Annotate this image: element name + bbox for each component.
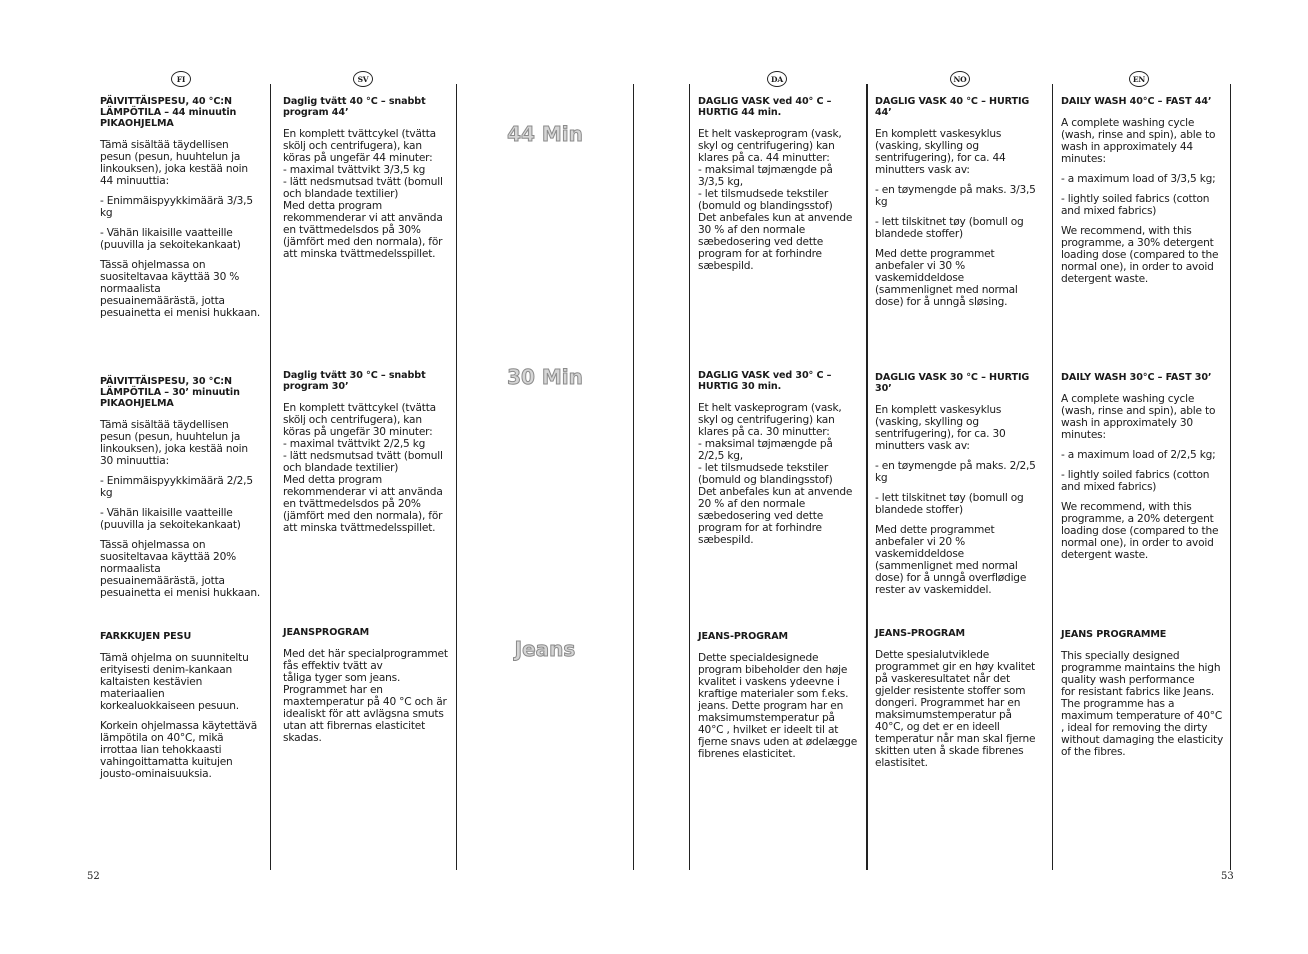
column-divider — [1230, 84, 1231, 870]
paragraph: En komplett vaskesyklus (vasking, skylling og sentrifugering), for ca. 30 minutters vask av: — [875, 404, 1006, 452]
section-title: JEANS PROGRAMME — [1061, 629, 1167, 640]
page-number-right: 53 — [1221, 871, 1234, 882]
en-section-30 — [1061, 372, 1223, 569]
paragraph: A complete washing cycle (wash, rinse and spin), able to wash in approximately 30 minutes: — [1061, 393, 1216, 441]
paragraph: This specially designed programme maintains the high quality wash performance for resistant fabrics like Jeans. The programme has a maximum temperature of 40°C , ideal for removing the dirty without damaging the elasticity of the fibres. — [1061, 650, 1224, 758]
section-title: JEANS-PROGRAM — [698, 631, 788, 642]
fi-section-44 — [100, 96, 262, 327]
sv-section-jeans — [283, 627, 448, 752]
paragraph: Et helt vaskeprogram (vask, skyl og centrifugering) kan klares på ca. 44 minutter: - maksimal tøjmængde på 3/3,5 kg, - let tilsmudsede tekstiler (bomuld og blandingsstof) Det anbefales kun at anvende 30 % af den normale sæbedosering ved dette program for at forhindre sæbespild. — [698, 128, 853, 272]
paragraph: Dette spesialutviklede programmet gir en høy kvalitet på vaskeresultatet når det gjelder resistente stoffer som dongeri. Programmet har en maksimumstemperatur på 40°C, og det er en ideell temperatur når man skal fjerne skitten uten å skade fibrenes elastisitet. — [875, 649, 1036, 769]
section-title: Daglig tvätt 40 °C – snabbt program 44’ — [283, 96, 426, 118]
paragraph: Tämä ohjelma on suunniteltu erityisesti denim-kankaan kaltaisten kestävien materiaalien korkealuokkaiseen pesuun. — [100, 652, 249, 712]
section-title: JEANSPROGRAM — [283, 627, 370, 638]
program-label-44-min: 44 Min — [507, 122, 583, 146]
no-section-44 — [875, 96, 1043, 316]
paragraph: We recommend, with this programme, a 20% detergent loading dose (compared to the normal one), in order to avoid detergent waste. — [1061, 501, 1219, 561]
paragraph: Tämä sisältää täydellisen pesun (pesun, huuhtelun ja linkouksen), joka kestää noin 30 minuuttia: — [100, 419, 248, 467]
language-badge-no: NO — [950, 71, 970, 87]
fi-section-30 — [100, 376, 262, 607]
no-section-30 — [875, 372, 1043, 604]
paragraph: - lightly soiled fabrics (cotton and mixed fabrics) — [1061, 469, 1210, 493]
paragraph: - Enimmäispyykkimäärä 3/3,5 kg — [100, 195, 253, 219]
da-section-44 — [698, 96, 858, 280]
paragraph: - en tøymengde på maks. 3/3,5 kg — [875, 184, 1036, 208]
section-title: DAGLIG VASK 40 °C – HURTIG 44’ — [875, 96, 1030, 118]
section-title: DAILY WASH 40°C – FAST 44’ — [1061, 96, 1212, 107]
section-title: DAGLIG VASK ved 40° C – HURTIG 44 min. — [698, 96, 832, 118]
paragraph: - en tøymengde på maks. 2/2,5 kg — [875, 460, 1036, 484]
da-section-jeans — [698, 631, 858, 768]
column-divider — [866, 84, 868, 870]
paragraph: Med dette programmet anbefaler vi 30 % vaskemiddeldose (sammenlignet med normal dose) for å unngå sløsing. — [875, 248, 1018, 308]
paragraph: En komplett vaskesyklus (vasking, skylling og sentrifugering), for ca. 44 minutters vask av: — [875, 128, 1006, 176]
section-title: FARKKUJEN PESU — [100, 631, 192, 642]
section-title: DAGLIG VASK ved 30° C – HURTIG 30 min. — [698, 370, 832, 392]
language-badge-fi: FI — [171, 71, 191, 87]
column-divider — [270, 84, 271, 870]
section-title: PÄIVITTÄISPESU, 40 °C:N LÄMPÖTILA – 44 minuutin PIKAOHJELMA — [100, 96, 237, 129]
paragraph: - Enimmäispyykkimäärä 2/2,5 kg — [100, 475, 253, 499]
paragraph: - Vähän likaisille vaatteille (puuvilla ja sekoitekankaat) — [100, 507, 241, 531]
sv-section-44 — [283, 96, 448, 268]
paragraph: En komplett tvättcykel (tvätta skölj och centrifugera), kan köras på ungefär 30 minuter: - maximal tvättvikt 2/2,5 kg - lätt nedsmutsad tvätt (bomull och blandade textilier) Med detta program rekommenderar vi att använda en tvättmedelsdos på 20% (jämfört med den normala), för att minska tvättmedelsspillet. — [283, 402, 443, 534]
language-badge-da: DA — [767, 71, 787, 87]
paragraph: Dette specialdesignede program bibeholder den høje kvalitet i vaskens ydeevne i kraftige materialer som f.eks. jeans. Dette program har en maksimumstemperatur på 40°C , hvilket er ideelt til at fjerne snavs uden at ødelægge fibrenes elasticitet. — [698, 652, 858, 760]
section-title: Daglig tvätt 30 °C – snabbt program 30’ — [283, 370, 426, 392]
section-title: JEANS-PROGRAM — [875, 628, 965, 639]
section-title: DAILY WASH 30°C – FAST 30’ — [1061, 372, 1212, 383]
paragraph: - Vähän likaisille vaatteille (puuvilla ja sekoitekankaat) — [100, 227, 241, 251]
column-divider — [633, 84, 634, 870]
sv-section-30 — [283, 370, 448, 542]
fi-section-jeans — [100, 631, 262, 788]
page-number-left: 52 — [87, 871, 100, 882]
column-divider — [689, 84, 690, 870]
da-section-30 — [698, 370, 858, 554]
en-section-44 — [1061, 96, 1223, 293]
paragraph: Tämä sisältää täydellisen pesun (pesun, huuhtelun ja linkouksen), joka kestää noin 44 minuuttia: — [100, 139, 248, 187]
language-badge-en: EN — [1129, 71, 1149, 87]
section-title: DAGLIG VASK 30 °C – HURTIG 30’ — [875, 372, 1030, 394]
en-section-jeans — [1061, 629, 1223, 766]
section-title: PÄIVITTÄISPESU, 30 °C:N LÄMPÖTILA – 30’ minuutin PIKAOHJELMA — [100, 376, 240, 409]
paragraph: - lett tilskitnet tøy (bomull og blandede stoffer) — [875, 492, 1024, 516]
paragraph: Et helt vaskeprogram (vask, skyl og centrifugering) kan klares på ca. 30 minutter: - maksimal tøjmængde på 2/2,5 kg, - let tilsmudsede tekstiler (bomuld og blandingsstof) Det anbefales kun at anvende 20 % af den normale sæbedosering ved dette program for at forhindre sæbespild. — [698, 402, 853, 546]
paragraph: We recommend, with this programme, a 30% detergent loading dose (compared to the normal one), in order to avoid detergent waste. — [1061, 225, 1219, 285]
no-section-jeans — [875, 628, 1043, 777]
paragraph: A complete washing cycle (wash, rinse and spin), able to wash in approximately 44 minutes: — [1061, 117, 1216, 165]
paragraph: - a maximum load of 2/2,5 kg; — [1061, 449, 1216, 461]
column-divider — [456, 84, 457, 870]
paragraph: - lett tilskitnet tøy (bomull og blandede stoffer) — [875, 216, 1024, 240]
paragraph: Korkein ohjelmassa käytettävä lämpötila on 40°C, mikä irrottaa lian tehokkaasti vahingoittamatta kuitujen jousto-ominaisuuksia. — [100, 720, 258, 780]
paragraph: En komplett tvättcykel (tvätta skölj och centrifugera), kan köras på ungefär 44 minuter: - maximal tvättvikt 3/3,5 kg - lätt nedsmutsad tvätt (bomull och blandade textilier) Med detta program rekommenderar vi att använda en tvättmedelsdos på 30% (jämfört med den normala), för att minska tvättmedelsspillet. — [283, 128, 443, 260]
program-label-jeans: Jeans — [514, 637, 576, 661]
paragraph: Tässä ohjelmassa on suositeltavaa käyttää 30 % normaalista pesuainemäärästä, jotta pesuainetta ei menisi hukkaan. — [100, 259, 261, 319]
paragraph: Med det här specialprogrammet fås effektiv tvätt av tåliga tyger som jeans. Programmet har en maxtemperatur på 40 °C och är idealiskt för att avlägsna smuts utan att fibrernas elasticitet skadas. — [283, 648, 448, 744]
paragraph: Med dette programmet anbefaler vi 20 % vaskemiddeldose (sammenlignet med normal dose) for å unngå overflødige rester av vaskemiddel. — [875, 524, 1027, 596]
column-divider — [1052, 84, 1053, 870]
program-label-30-min: 30 Min — [507, 365, 583, 389]
language-badge-sv: SV — [353, 71, 373, 87]
paragraph: - a maximum load of 3/3,5 kg; — [1061, 173, 1216, 185]
paragraph: Tässä ohjelmassa on suositeltavaa käyttää 20% normaalista pesuainemäärästä, jotta pesuainetta ei menisi hukkaan. — [100, 539, 261, 599]
paragraph: - lightly soiled fabrics (cotton and mixed fabrics) — [1061, 193, 1210, 217]
